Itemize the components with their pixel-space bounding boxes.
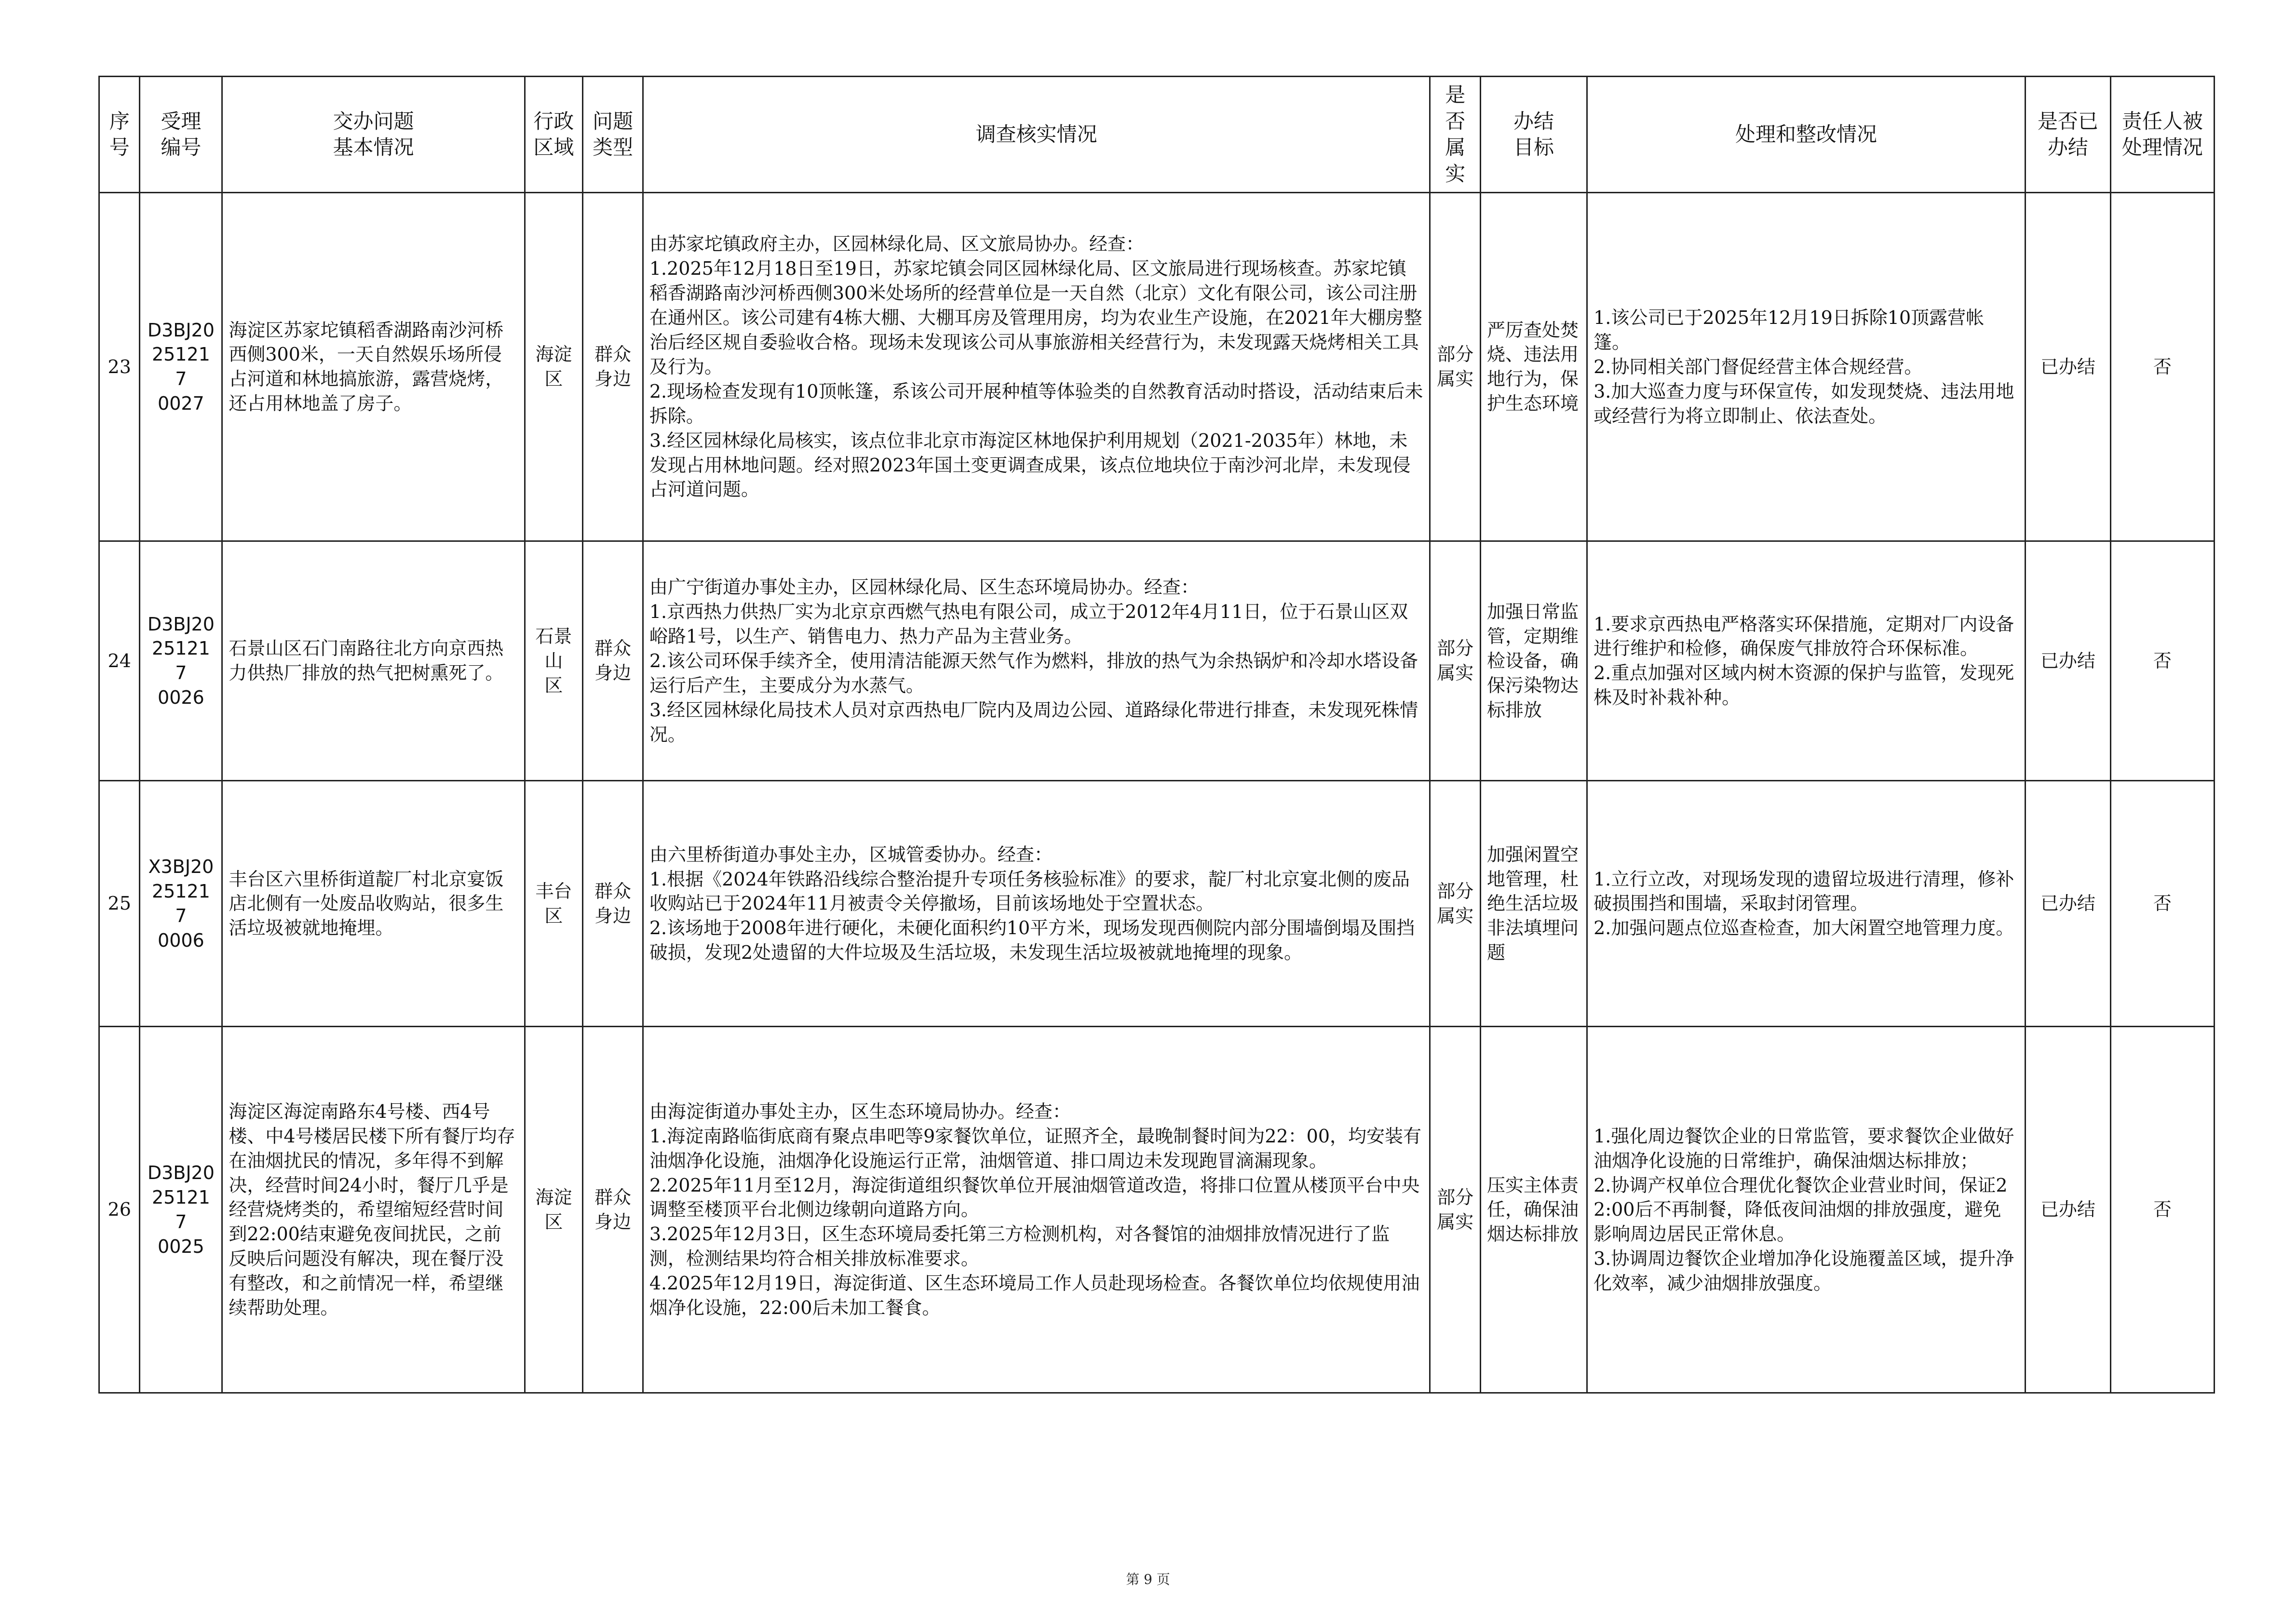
row-issue-type: 群众 身边 [583,193,643,541]
row-issue-type: 群众 身边 [583,781,643,1027]
table-header-row [99,77,2215,193]
header-actions: 处理和整改情况 [1587,77,2026,193]
row-investigation: 由广宁街道办事处主办，区园林绿化局、区生态环境局协办。经查： 1.京西热力供热厂实为北京京西燃气热电有限公司，成立于2012年4月11日，位于石景山区双峪路1号，以生产、销售电力、热力产品为主营业务。 2.该公司环保手续齐全，使用清洁能源天然气作为燃料，排放的热气为余热锅炉和冷却水塔设备运行后产生，主要成分为水蒸气。 3.经区园林绿化局技术人员对京西热电厂院内及周边公园、道路绿化带进行排查，未发现死株情况。 [643,541,1430,781]
row-case-id: D3BJ20 251217 0026 [140,541,222,781]
page-number: 第 9 页 [1126,1571,1170,1587]
row-description: 海淀区海淀南路东4号楼、西4号楼、中4号楼居民楼下所有餐厅均存在油烟扰民的情况，多年得不到解决，经营时间24小时，餐厅几乎是经营烧烤类的，希望缩短经营时间到22:00结束避免夜间扰民，之前反映后问题没有解决，现在餐厅没有整改，和之前情况一样，希望继续帮助处理。 [222,1027,525,1393]
row-goal: 加强日常监管，定期维检设备，确保污染物达标排放 [1480,541,1587,781]
row-case-id: D3BJ20 251217 0025 [140,1027,222,1393]
header-seq: 序 号 [99,77,140,193]
row-verified: 部分 属实 [1430,193,1481,541]
row-goal: 严厉查处焚烧、违法用地行为，保护生态环境 [1480,193,1587,541]
row-investigation: 由六里桥街道办事处主办，区城管委协办。经查： 1.根据《2024年铁路沿线综合整治提升专项任务核验标准》的要求，靛厂村北京宴北侧的废品收购站已于2024年11月被责令关停撤场，目前该场地处于空置状态。 2.该场地于2008年进行硬化，未硬化面积约10平方米，现场发现西侧院内部分围墙倒塌及围挡破损，发现2处遗留的大件垃圾及生活垃圾，未发现生活垃圾被就地掩埋的现象。 [643,781,1430,1027]
row-actions: 1.要求京西热电严格落实环保措施，定期对厂内设备进行维护和检修，确保废气排放符合环保标准。 2.重点加强对区域内树木资源的保护与监管，发现死株及时补栽补种。 [1587,541,2026,781]
row-status: 已办结 [2025,1027,2110,1393]
row-district: 海淀区 [525,1027,583,1393]
row-seq: 23 [99,193,140,541]
row-status: 已办结 [2025,193,2110,541]
complaint-handling-table [98,76,2215,1394]
row-actions: 1.强化周边餐饮企业的日常监管，要求餐饮企业做好油烟净化设施的日常维护，确保油烟达标排放； 2.协调产权单位合理优化餐饮企业营业时间，保证22:00后不再制餐，降低夜间油烟的排放强度，避免影响周边居民正常休息。 3.协调周边餐饮企业增加净化设施覆盖区域，提升净化效率，减少油烟排放强度。 [1587,1027,2026,1393]
row-description: 丰台区六里桥街道靛厂村北京宴饭店北侧有一处废品收购站，很多生活垃圾被就地掩埋。 [222,781,525,1027]
row-accountability: 否 [2110,1027,2214,1393]
header-issue-type: 问题 类型 [583,77,643,193]
header-description: 交办问题 基本情况 [222,77,525,193]
row-description: 海淀区苏家坨镇稻香湖路南沙河桥西侧300米，一天自然娱乐场所侵占河道和林地搞旅游，露营烧烤，还占用林地盖了房子。 [222,193,525,541]
header-investigation: 调查核实情况 [643,77,1430,193]
row-status: 已办结 [2025,541,2110,781]
row-case-id: D3BJ20 251217 0027 [140,193,222,541]
row-seq: 24 [99,541,140,781]
row-issue-type: 群众 身边 [583,1027,643,1393]
row-verified: 部分 属实 [1430,781,1481,1027]
row-district: 海淀区 [525,193,583,541]
row-accountability: 否 [2110,781,2214,1027]
header-accountability: 责任人被 处理情况 [2110,77,2214,193]
row-issue-type: 群众 身边 [583,541,643,781]
header-case-id: 受理 编号 [140,77,222,193]
header-district: 行政 区域 [525,77,583,193]
table-row [99,541,2215,781]
row-district: 石景山 区 [525,541,583,781]
row-seq: 25 [99,781,140,1027]
row-investigation: 由海淀街道办事处主办，区生态环境局协办。经查： 1.海淀南路临街底商有聚点串吧等9家餐饮单位，证照齐全，最晚制餐时间为22：00，均安装有油烟净化设施，油烟净化设施运行正常，油烟管道、排口周边未发现跑冒滴漏现象。 2.2025年11月至12月，海淀街道组织餐饮单位开展油烟管道改造，将排口位置从楼顶平台中央调整至楼顶平台北侧边缘朝向道路方向。 3.2025年12月3日，区生态环境局委托第三方检测机构，对各餐馆的油烟排放情况进行了监测，检测结果均符合相关排放标准要求。 4.2025年12月19日，海淀街道、区生态环境局工作人员赴现场检查。各餐饮单位均依规使用油烟净化设施，22:00后未加工餐食。 [643,1027,1430,1393]
row-verified: 部分 属实 [1430,541,1481,781]
row-accountability: 否 [2110,193,2214,541]
table-row [99,781,2215,1027]
table-row [99,1027,2215,1393]
row-goal: 压实主体责任，确保油烟达标排放 [1480,1027,1587,1393]
row-seq: 26 [99,1027,140,1393]
row-district: 丰台区 [525,781,583,1027]
table-row [99,193,2215,541]
header-goal: 办结 目标 [1480,77,1587,193]
row-description: 石景山区石门南路往北方向京西热力供热厂排放的热气把树熏死了。 [222,541,525,781]
row-investigation: 由苏家坨镇政府主办，区园林绿化局、区文旅局协办。经查： 1.2025年12月18日至19日，苏家坨镇会同区园林绿化局、区文旅局进行现场核查。苏家坨镇稻香湖路南沙河桥西侧300米处场所的经营单位是一天自然（北京）文化有限公司，该公司注册在通州区。该公司建有4栋大棚、大棚耳房及管理用房，均为农业生产设施，在2021年大棚房整治后经区规自委验收合格。现场未发现该公司从事旅游相关经营行为，未发现露天烧烤相关工具及行为。 2.现场检查发现有10顶帐篷，系该公司开展种植等体验类的自然教育活动时搭设，活动结束后未拆除。 3.经区园林绿化局核实，该点位非北京市海淀区林地保护利用规划（2021-2035年）林地，未发现占用林地问题。经对照2023年国土变更调查成果，该点位地块位于南沙河北岸，未发现侵占河道问题。 [643,193,1430,541]
row-verified: 部分 属实 [1430,1027,1481,1393]
row-goal: 加强闲置空地管理，杜绝生活垃圾非法填埋问题 [1480,781,1587,1027]
header-verified: 是否 属实 [1430,77,1481,193]
row-case-id: X3BJ20 251217 0006 [140,781,222,1027]
header-status: 是否已 办结 [2025,77,2110,193]
row-actions: 1.该公司已于2025年12月19日拆除10顶露营帐篷。 2.协同相关部门督促经营主体合规经营。 3.加大巡查力度与环保宣传，如发现焚烧、违法用地或经营行为将立即制止、依法查处。 [1587,193,2026,541]
row-status: 已办结 [2025,781,2110,1027]
row-actions: 1.立行立改，对现场发现的遗留垃圾进行清理，修补破损围挡和围墙，采取封闭管理。 2.加强问题点位巡查检查，加大闲置空地管理力度。 [1587,781,2026,1027]
row-accountability: 否 [2110,541,2214,781]
